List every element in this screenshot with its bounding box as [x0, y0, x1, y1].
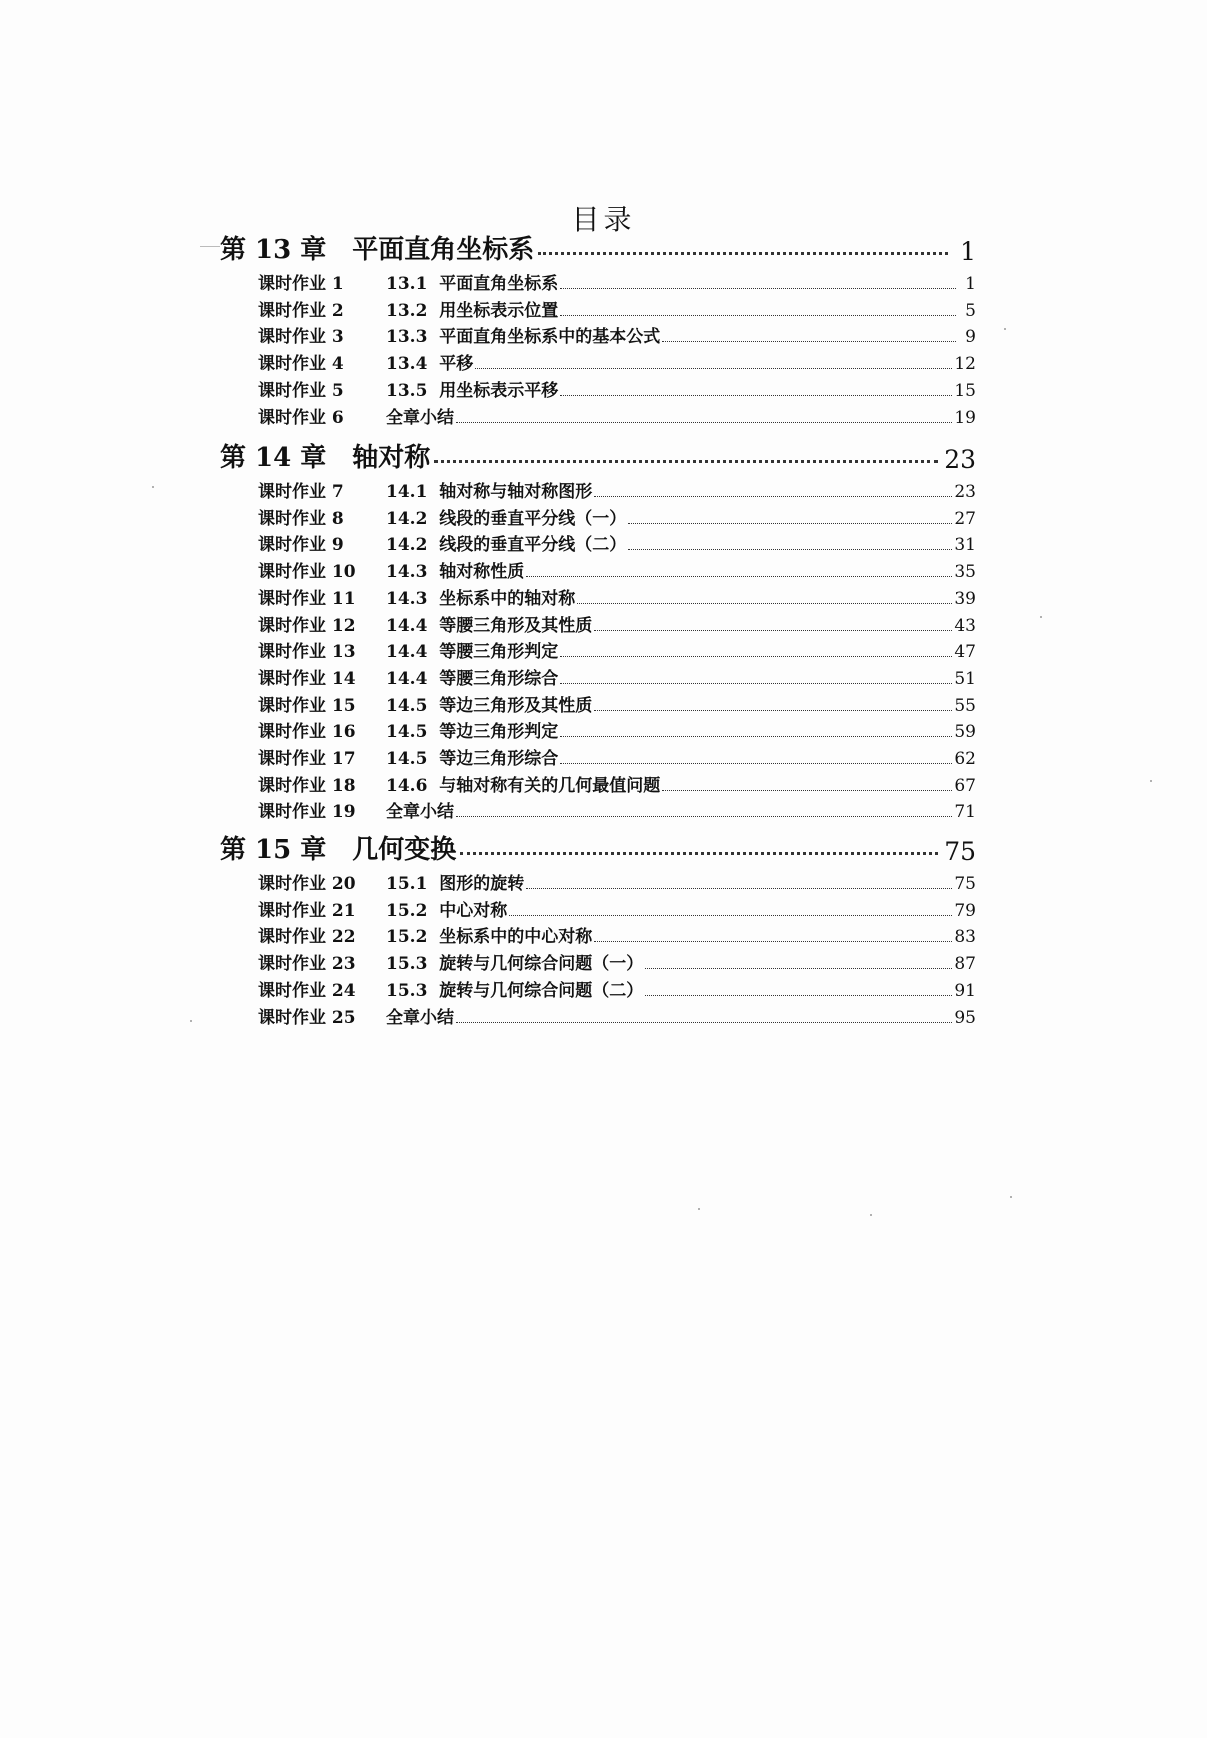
- dot-leader: [456, 422, 952, 423]
- section-title: 14.1 轴对称与轴对称图形: [386, 482, 593, 502]
- dot-leader: [560, 395, 952, 396]
- scan-speck: [698, 1208, 700, 1210]
- dot-leader: [456, 816, 952, 817]
- scan-speck: [1150, 780, 1152, 782]
- homework-label: 课时作业 21: [258, 901, 356, 921]
- toc-entry[interactable]: [258, 948, 976, 974]
- section-title: 14.4 等腰三角形及其性质: [386, 616, 593, 636]
- scan-mark: [200, 246, 220, 247]
- homework-label: 课时作业 1: [258, 274, 344, 294]
- scan-speck: [870, 1214, 872, 1216]
- dot-leader: [594, 710, 952, 711]
- section-title: 14.3 轴对称性质: [386, 562, 525, 582]
- section-title: 14.2 线段的垂直平分线（二）: [386, 535, 627, 555]
- chapter-heading[interactable]: [220, 826, 976, 866]
- dot-leader: [645, 968, 952, 969]
- entry-page-number: 75: [954, 874, 976, 894]
- scan-speck: [1040, 616, 1042, 618]
- section-title: 15.2 坐标系中的中心对称: [386, 927, 593, 947]
- dot-leader: [526, 576, 952, 577]
- homework-label: 课时作业 4: [258, 354, 344, 374]
- entry-page-number: 55: [954, 696, 976, 716]
- dot-leader: [434, 460, 938, 463]
- toc-entry[interactable]: [258, 690, 976, 716]
- entry-page-number: 62: [954, 749, 976, 769]
- entry-page-number: 12: [954, 354, 976, 374]
- homework-label: 课时作业 14: [258, 669, 356, 689]
- section-title: 13.3 平面直角坐标系中的基本公式: [386, 327, 661, 347]
- dot-leader: [456, 1022, 952, 1023]
- entry-page-number: 71: [954, 802, 976, 822]
- chapter-page-number: 75: [944, 837, 976, 866]
- entry-page-number: 59: [954, 722, 976, 742]
- chapter-page-number: 1: [960, 237, 976, 266]
- homework-label: 课时作业 15: [258, 696, 356, 716]
- entry-page-number: 31: [954, 535, 976, 555]
- toc-entry[interactable]: [258, 610, 976, 636]
- section-title: 13.1 平面直角坐标系: [386, 274, 559, 294]
- dot-leader: [594, 496, 952, 497]
- chapter-title: 几何变换: [352, 835, 457, 865]
- section-title: 全章小结: [386, 802, 454, 822]
- homework-label: 课时作业 24: [258, 981, 356, 1001]
- chapter-number: 第 14 章: [220, 443, 327, 473]
- scan-speck: [190, 1020, 192, 1022]
- section-title: 15.3 旋转与几何综合问题（二）: [386, 981, 644, 1001]
- entry-page-number: 23: [954, 482, 976, 502]
- dot-leader: [594, 941, 952, 942]
- entry-page-number: 83: [954, 927, 976, 947]
- toc-entry[interactable]: [258, 583, 976, 609]
- dot-leader: [560, 763, 952, 764]
- entry-page-number: 79: [954, 901, 976, 921]
- section-title: 14.4 等腰三角形判定: [386, 642, 559, 662]
- dot-leader: [577, 603, 952, 604]
- entry-page-number: 35: [954, 562, 976, 582]
- toc-entry[interactable]: [258, 268, 976, 294]
- dot-leader: [662, 341, 956, 342]
- chapter-number: 第 15 章: [220, 835, 327, 865]
- homework-label: 课时作业 11: [258, 589, 356, 609]
- section-title: 14.5 等边三角形综合: [386, 749, 559, 769]
- chapter-heading[interactable]: [220, 434, 976, 474]
- toc-entry[interactable]: [258, 868, 976, 894]
- homework-label: 课时作业 6: [258, 408, 344, 428]
- entry-page-number: 15: [954, 381, 976, 401]
- dot-leader: [594, 630, 952, 631]
- section-title: 14.2 线段的垂直平分线（一）: [386, 509, 627, 529]
- toc-entry[interactable]: [258, 375, 976, 401]
- chapter-page-number: 23: [944, 445, 976, 474]
- dot-leader: [560, 683, 952, 684]
- section-title: 全章小结: [386, 408, 454, 428]
- section-title: 全章小结: [386, 1008, 454, 1028]
- entry-page-number: 91: [954, 981, 976, 1001]
- dot-leader: [560, 656, 952, 657]
- chapter-heading[interactable]: [220, 226, 976, 266]
- homework-label: 课时作业 10: [258, 562, 356, 582]
- entry-page-number: 87: [954, 954, 976, 974]
- toc-entry[interactable]: [258, 895, 976, 921]
- dot-leader: [538, 252, 948, 255]
- dot-leader: [645, 995, 952, 996]
- entry-page-number: 9: [965, 327, 976, 347]
- toc-entry[interactable]: [258, 663, 976, 689]
- chapter-title: 轴对称: [352, 443, 431, 473]
- dot-leader: [526, 888, 952, 889]
- entry-page-number: 19: [954, 408, 976, 428]
- entry-page-number: 1: [965, 274, 976, 294]
- toc-entry[interactable]: [258, 975, 976, 1001]
- section-title: 15.3 旋转与几何综合问题（一）: [386, 954, 644, 974]
- dot-leader: [475, 368, 952, 369]
- section-title: 14.5 等边三角形判定: [386, 722, 559, 742]
- homework-label: 课时作业 3: [258, 327, 344, 347]
- scan-speck: [1004, 328, 1006, 330]
- dot-leader: [628, 549, 952, 550]
- homework-label: 课时作业 23: [258, 954, 356, 974]
- section-title: 14.3 坐标系中的轴对称: [386, 589, 576, 609]
- toc-entry[interactable]: [258, 503, 976, 529]
- entry-page-number: 47: [954, 642, 976, 662]
- dot-leader: [560, 315, 956, 316]
- homework-label: 课时作业 2: [258, 301, 344, 321]
- entry-page-number: 5: [965, 301, 976, 321]
- section-title: 14.5 等边三角形及其性质: [386, 696, 593, 716]
- dot-leader: [509, 915, 952, 916]
- toc-entry[interactable]: [258, 321, 976, 347]
- toc-entry[interactable]: [258, 921, 976, 947]
- toc-entry[interactable]: [258, 743, 976, 769]
- entry-page-number: 67: [954, 776, 976, 796]
- dot-leader: [560, 736, 952, 737]
- toc-entry[interactable]: [258, 796, 976, 822]
- entry-page-number: 51: [954, 669, 976, 689]
- section-title: 15.1 图形的旋转: [386, 874, 525, 894]
- homework-label: 课时作业 7: [258, 482, 344, 502]
- dot-leader: [460, 852, 938, 855]
- entry-page-number: 43: [954, 616, 976, 636]
- scan-speck: [1010, 1196, 1012, 1198]
- toc-entry[interactable]: [258, 636, 976, 662]
- section-title: 15.2 中心对称: [386, 901, 508, 921]
- entry-page-number: 27: [954, 509, 976, 529]
- toc-entry[interactable]: [258, 348, 976, 374]
- homework-label: 课时作业 8: [258, 509, 344, 529]
- section-title: 13.4 平移: [386, 354, 474, 374]
- toc-entry[interactable]: [258, 716, 976, 742]
- toc-entry[interactable]: [258, 295, 976, 321]
- homework-label: 课时作业 19: [258, 802, 356, 822]
- toc-entry[interactable]: [258, 556, 976, 582]
- section-title: 14.4 等腰三角形综合: [386, 669, 559, 689]
- homework-label: 课时作业 20: [258, 874, 356, 894]
- toc-entry[interactable]: [258, 402, 976, 428]
- toc-title: 目录: [571, 203, 636, 236]
- dot-leader: [662, 790, 952, 791]
- homework-label: 课时作业 17: [258, 749, 356, 769]
- entry-page-number: 39: [954, 589, 976, 609]
- chapter-title: 平面直角坐标系: [352, 235, 535, 265]
- section-title: 14.6 与轴对称有关的几何最值问题: [386, 776, 661, 796]
- homework-label: 课时作业 18: [258, 776, 356, 796]
- chapter-number: 第 13 章: [220, 235, 327, 265]
- homework-label: 课时作业 13: [258, 642, 356, 662]
- toc-entry[interactable]: [258, 529, 976, 555]
- homework-label: 课时作业 22: [258, 927, 356, 947]
- homework-label: 课时作业 12: [258, 616, 356, 636]
- homework-label: 课时作业 5: [258, 381, 344, 401]
- homework-label: 课时作业 9: [258, 535, 344, 555]
- scan-speck: [152, 486, 154, 488]
- homework-label: 课时作业 25: [258, 1008, 356, 1028]
- section-title: 13.5 用坐标表示平移: [386, 381, 559, 401]
- dot-leader: [560, 288, 956, 289]
- toc-entry[interactable]: [258, 476, 976, 502]
- toc-entry[interactable]: [258, 1002, 976, 1028]
- section-title: 13.2 用坐标表示位置: [386, 301, 559, 321]
- toc-entry[interactable]: [258, 770, 976, 796]
- homework-label: 课时作业 16: [258, 722, 356, 742]
- entry-page-number: 95: [954, 1008, 976, 1028]
- dot-leader: [628, 523, 952, 524]
